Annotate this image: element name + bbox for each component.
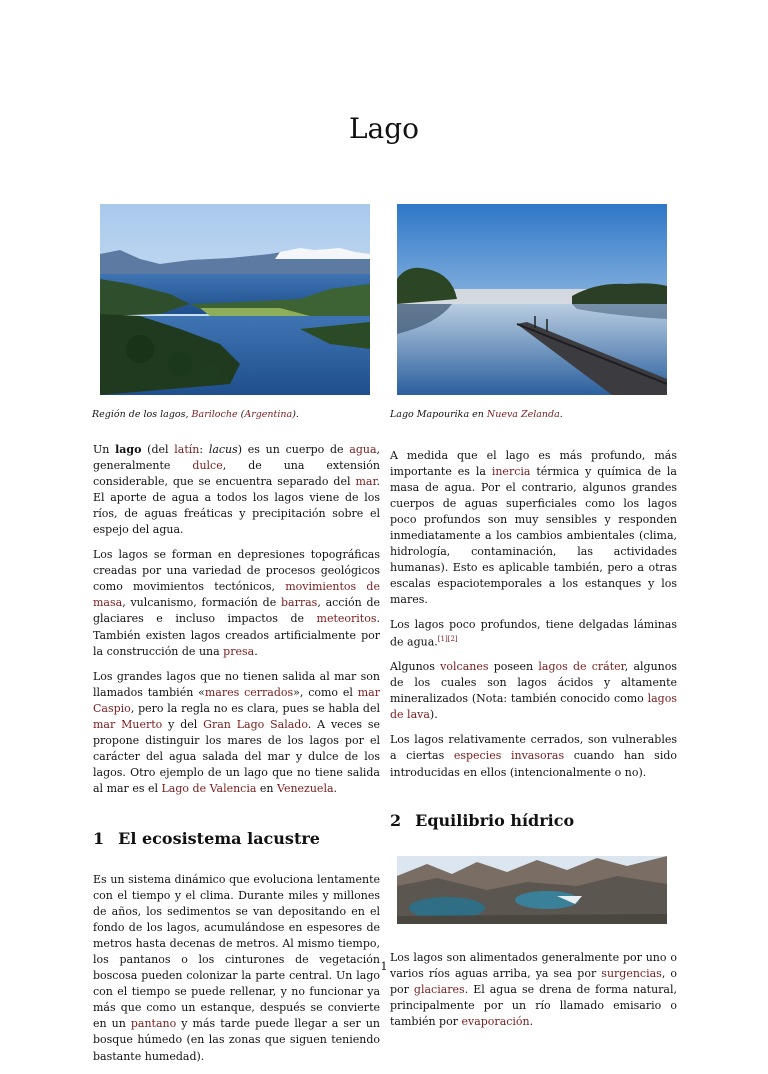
link-especies-invasoras[interactable]: especies invasoras bbox=[453, 749, 565, 763]
right-paragraph-3: Algunos volcanes poseen lagos de cráter, algunos de los cuales son lagos ácidos y altamente mineralizados (Nota: también conocido como lagos de lava). bbox=[390, 660, 678, 722]
link-movimientos-de-masa[interactable]: movimientos de masa bbox=[93, 580, 380, 610]
link-mar[interactable]: mar bbox=[355, 475, 377, 489]
link-venezuela[interactable]: Venezuela bbox=[277, 781, 334, 795]
link-lago-de-valencia[interactable]: Lago de Valencia bbox=[161, 781, 257, 795]
link-glaciares[interactable]: glaciares bbox=[413, 982, 465, 996]
link-mar-muerto[interactable]: mar Muerto bbox=[93, 717, 163, 731]
right-column bbox=[390, 448, 677, 1039]
link-bariloche[interactable]: Bariloche bbox=[191, 409, 238, 420]
link-mares-cerrados[interactable]: mares cerrados bbox=[204, 685, 294, 699]
link-pantano[interactable]: pantano bbox=[130, 1017, 177, 1031]
intro-paragraph-2: Los lagos se forman en depresiones topográficas creadas por una variedad de procesos geológicos como movimientos tectónicos, movimientos de masa, vulcanismo, formación de barras, acción de glaciares e incluso impactos de meteoritos. También existen lagos creados artificialmente por la construcción de una presa. bbox=[93, 548, 380, 658]
right-paragraph-1: A medida que el lago es más profundo, más importante es la inercia térmica y química de la masa de agua. Por el contrario, algunos grandes cuerpos de aguas superficiales como los lagos poco profundos son muy sensibles y responden inmediatamente a los cambios ambientales (clima, hidrología, contaminación, las actividades humanas). Esto es aplicable también, pero a otras escalas espaciotemporales a los estanques y los mares. bbox=[390, 449, 677, 607]
figure-mapourika bbox=[390, 204, 667, 421]
link-gran-lago-salado[interactable]: Gran Lago Salado bbox=[203, 717, 308, 731]
link-meteoritos[interactable]: meteoritos bbox=[316, 612, 377, 626]
link-presa[interactable]: presa bbox=[223, 644, 255, 658]
figure-bariloche bbox=[92, 204, 370, 421]
link-lagos-de-lava[interactable]: lagos de lava bbox=[390, 692, 677, 722]
figure-caption: Lago Mapourika en Nueva Zelanda. bbox=[390, 409, 563, 420]
link-agua[interactable]: agua bbox=[349, 443, 377, 456]
link-surgencias[interactable]: surgencias bbox=[601, 966, 662, 980]
link-mar-caspio[interactable]: mar Caspio bbox=[93, 685, 380, 715]
link-argentina[interactable]: Argentina bbox=[244, 409, 293, 420]
link-volcanes[interactable]: volcanes bbox=[440, 660, 489, 674]
link-dulce[interactable]: dulce bbox=[192, 459, 223, 473]
reference-link[interactable]: [1][2] bbox=[437, 634, 458, 643]
section2-paragraph-1: Los lagos son alimentados generalmente por uno o varios ríos aguas arriba, ya sea por surgencias, o por glaciares. El agua se drena de forma natural, principalmente por un río llamado emisario o también por evaporación. bbox=[390, 950, 678, 1028]
intro-paragraph-3: Los grandes lagos que no tienen salida al mar son llamados también «mares cerrados», como el mar Caspio, pero la regla no es clara, pues se habla del mar Muerto y del Gran Lago Salado. A veces se propone distinguir los mares de los lagos por el carácter del agua salada del mar y dulce de los lagos. Otro ejemplo de un lago que no tiene salida al mar es el Lago de Valencia en Venezuela. bbox=[93, 669, 380, 795]
mapourika-photo bbox=[397, 204, 667, 395]
link-latin[interactable]: latín bbox=[174, 443, 200, 456]
link-barras[interactable]: barras bbox=[280, 596, 318, 610]
page-title: Lago bbox=[348, 112, 420, 145]
link-evaporacion[interactable]: evaporación bbox=[461, 1014, 530, 1028]
link-nueva-zelanda[interactable]: Nueva Zelanda bbox=[486, 409, 560, 420]
link-lagos-de-crater[interactable]: lagos de cráter bbox=[538, 660, 625, 674]
section-heading-1: 1 El ecosistema lacustre bbox=[93, 828, 320, 848]
intro-paragraph-1: Un lago (del latín: lacus) es un cuerpo de agua, generalmente dulce, de una extensión considerable, que se encuentra separado del mar. El aporte de agua a todos los lagos viene de los ríos, de aguas freáticas y precipitación sobre el espejo del agua. bbox=[93, 443, 381, 537]
mountain-lakes-photo bbox=[397, 856, 667, 924]
figure-caption: Región de los lagos, Bariloche (Argentina). bbox=[92, 409, 299, 420]
section-heading-2: 2 Equilibrio hídrico bbox=[390, 810, 575, 830]
right-paragraph-2: Los lagos poco profundos, tiene delgadas láminas de agua.[1][2] bbox=[390, 618, 677, 649]
page-number: 1 bbox=[380, 960, 388, 973]
section1-paragraph-1: Es un sistema dinámico que evoluciona lentamente con el tiempo y el clima. Durante miles y millones de años, los sedimentos se van depositando en el fondo de los lagos, acumulándose en espesores de metros hasta decenas de metros. Al mismo tiempo, los pantanos o los cinturones de vegetación boscosa pueden colonizar la parte central. Un lago con el tiempo se puede rellenar, y no funcionar ya más que como un estanque, después se convierte en un pantano y más tarde puede llegar a ser un bosque húmedo (en las zonas que siguen teniendo bastante humedad). bbox=[93, 872, 381, 1063]
link-inercia[interactable]: inercia bbox=[491, 465, 531, 479]
right-paragraph-4: Los lagos relativamente cerrados, son vulnerables a ciertas especies invasoras cuando han sido introducidas en ellos (intencionalmente o no). bbox=[390, 733, 678, 779]
bariloche-photo bbox=[100, 204, 370, 395]
left-column bbox=[93, 442, 380, 1074]
